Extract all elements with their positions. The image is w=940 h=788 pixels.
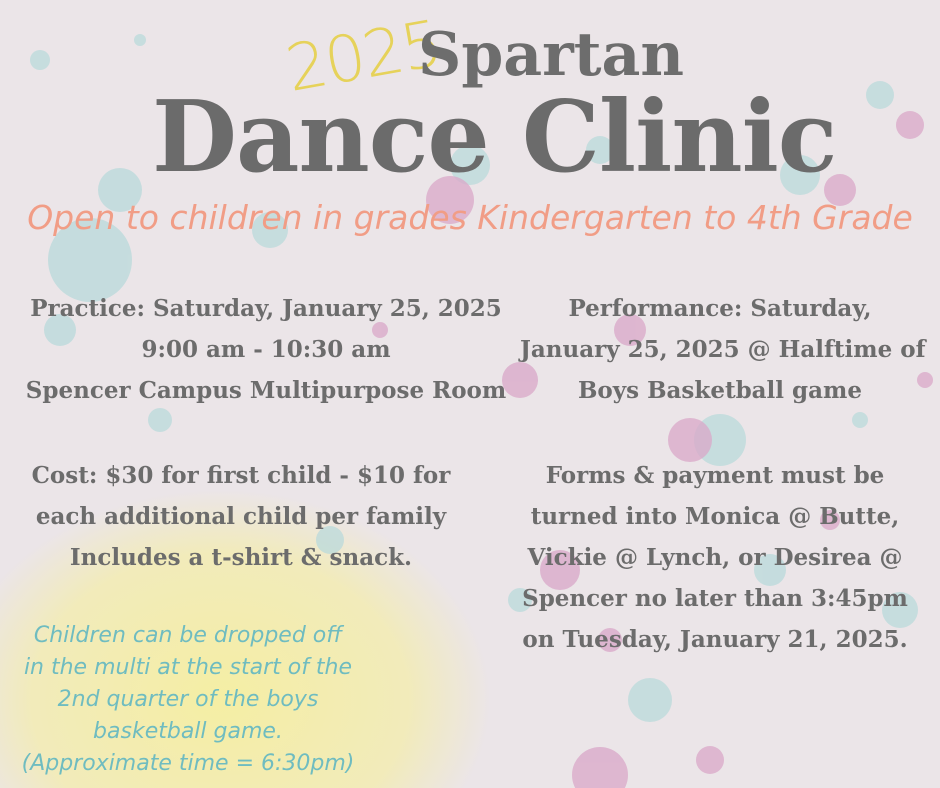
forms-line-1: Forms & payment must be [545, 462, 885, 489]
cost-line-1: Cost: $30 for first child - $10 for [31, 462, 451, 489]
forms-line-4: Spencer no later than 3:45pm [522, 585, 908, 612]
title-dance-clinic: Dance Clinic [152, 80, 837, 195]
dropoff-line-5: (Approximate time = 6:30pm) [21, 751, 355, 776]
performance-line-1: Performance: Saturday, [568, 295, 872, 322]
dropoff-line-1: Children can be dropped off [33, 623, 343, 648]
dropoff-line-2: in the multi at the start of the [23, 655, 353, 680]
cost-info [18, 455, 464, 578]
dropoff-note [20, 620, 356, 780]
practice-location: Spencer Campus Multipurpose Room [25, 377, 507, 404]
forms-line-3: Vickie @ Lynch, or Desirea @ [527, 544, 903, 571]
forms-info [515, 455, 915, 660]
dropoff-line-4: basketball game. [93, 719, 283, 744]
practice-time: 9:00 am - 10:30 am [141, 336, 391, 363]
cost-line-3: Includes a t-shirt & snack. [69, 544, 413, 571]
practice-info [18, 288, 514, 411]
eligibility-subtitle: Open to children in grades Kindergarten to 4th Grade [27, 198, 913, 237]
performance-info [520, 288, 926, 411]
practice-date: Practice: Saturday, January 25, 2025 [30, 295, 502, 322]
dropoff-line-3: 2nd quarter of the boys [57, 687, 319, 712]
cost-line-2: each additional child per family [35, 503, 447, 530]
title-spartan: Spartan [418, 20, 684, 90]
performance-line-3: Boys Basketball game [577, 377, 862, 404]
year-label: 2025 [280, 7, 447, 107]
performance-line-2: January 25, 2025 @ Halftime of [520, 336, 926, 363]
forms-line-2: turned into Monica @ Butte, [530, 503, 900, 530]
forms-line-5: on Tuesday, January 21, 2025. [522, 626, 908, 653]
